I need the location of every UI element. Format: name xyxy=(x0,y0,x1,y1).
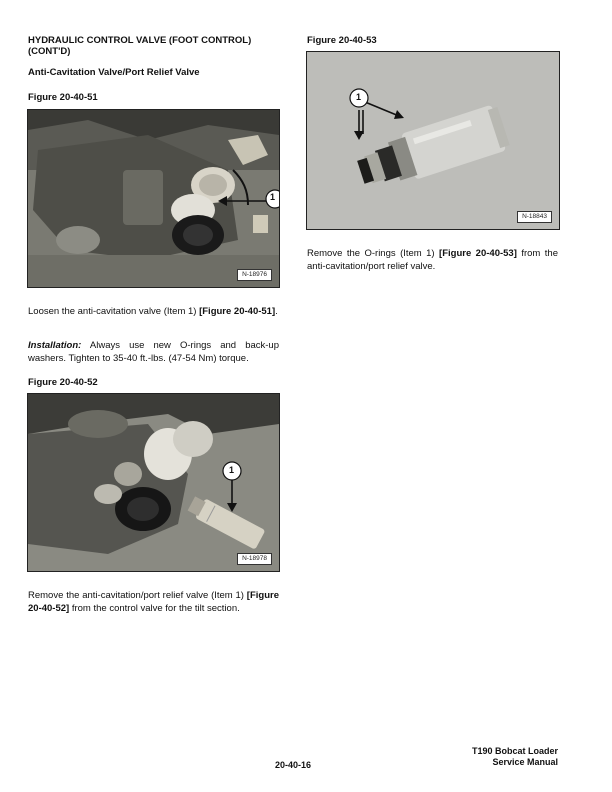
valve-o-rings-image xyxy=(307,52,559,229)
section-subtitle: Anti-Cavitation Valve/Port Relief Valve xyxy=(28,67,200,78)
callout-1: 1 xyxy=(229,465,235,475)
figure-20-40-51-label: Figure 20-40-51 xyxy=(28,92,98,103)
figure-20-40-53-label: Figure 20-40-53 xyxy=(307,35,377,46)
installation-label: Installation: xyxy=(28,340,82,351)
figure-20-40-52-photo xyxy=(27,393,280,572)
control-valve-image xyxy=(28,110,279,287)
figure-20-40-53-photo xyxy=(306,51,560,230)
paragraph-installation xyxy=(28,339,279,365)
section-title-line2: (CONT'D) xyxy=(28,46,71,57)
figure-reference: [Figure 20-40-53] xyxy=(439,248,517,259)
section-title-line1: HYDRAULIC CONTROL VALVE (FOOT CONTROL) xyxy=(28,35,252,46)
figure-code: N-18976 xyxy=(237,269,272,281)
paragraph-remove-valve xyxy=(28,589,279,615)
paragraph-loosen-end: . xyxy=(275,306,278,317)
paragraph-remove-valve-end: from the control valve for the tilt section. xyxy=(69,603,240,614)
paragraph-loosen xyxy=(28,305,279,318)
figure-20-40-52-label: Figure 20-40-52 xyxy=(28,377,98,388)
figure-reference: [Figure 20-40-52] xyxy=(28,590,279,614)
removed-valve-image xyxy=(28,394,279,571)
installation-text: Always use new O-rings and back-up washers. Tighten to 35-40 ft.-lbs. (47-54 Nm) torque. xyxy=(28,340,279,364)
figure-code: N-18978 xyxy=(237,553,272,565)
figure-code: N-18843 xyxy=(517,211,552,223)
paragraph-remove-o-rings-end: from the anti-cavitation/port relief valve. xyxy=(307,248,558,272)
manual-title xyxy=(472,746,558,768)
paragraph-remove-o-rings xyxy=(307,247,558,273)
page-number: 20-40-16 xyxy=(275,760,312,770)
section-title xyxy=(28,35,288,57)
paragraph-loosen-text: Loosen the anti-cavitation valve (Item 1) xyxy=(28,306,200,317)
paragraph-remove-valve-text: Remove the anti-cavitation/port relief valve (Item 1) xyxy=(28,590,247,601)
manual-title-line1: T190 Bobcat Loader xyxy=(471,746,558,756)
figure-reference: [Figure 20-40-51] xyxy=(199,306,276,317)
paragraph-remove-o-rings-text: Remove the O-rings (Item 1) xyxy=(307,248,440,259)
figure-20-40-51-photo xyxy=(27,109,280,288)
callout-1: 1 xyxy=(356,92,362,102)
manual-title-line2: Service Manual xyxy=(492,757,558,767)
callout-1: 1 xyxy=(270,192,276,202)
